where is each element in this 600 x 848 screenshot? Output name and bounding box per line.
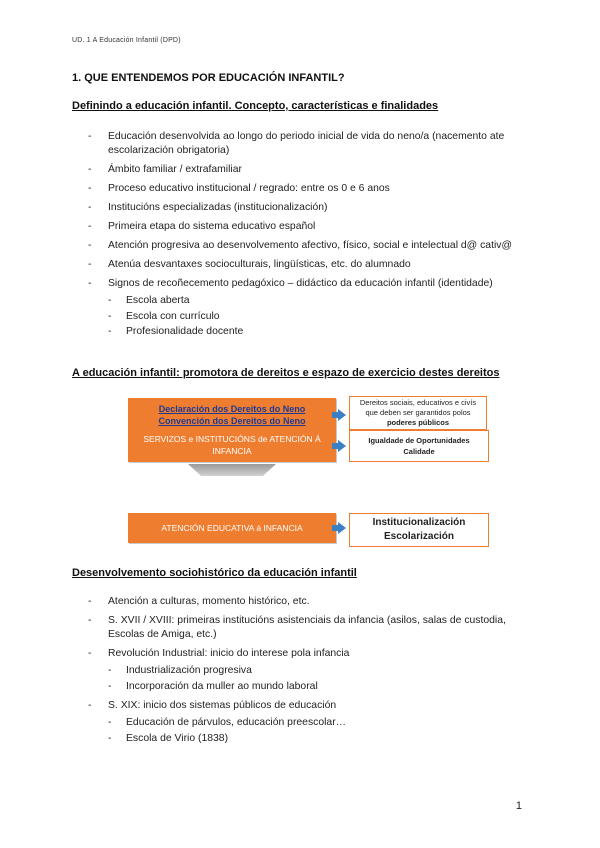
diagram-equality-line2: Calidade — [403, 447, 435, 456]
list-item — [88, 647, 528, 694]
sub-list — [108, 715, 528, 746]
list-item: - Atención a culturas, momento histórico, etc. — [88, 595, 528, 609]
sub-list — [108, 293, 528, 340]
diagram-institution-line1: Institucionalización — [372, 517, 466, 528]
diagram-institution-line2: Escolarización — [383, 531, 455, 542]
section-3-list — [88, 595, 528, 751]
right-arrow-icon — [338, 409, 346, 421]
heading-1: 1. QUE ENTENDEMOS POR EDUCACIÓN INFANTIL? — [72, 72, 345, 84]
list-item: - Proceso educativo institucional / regrado: entre os 0 e 6 anos — [88, 182, 528, 196]
document-header: UD. 1 A Educación Infantil (DPD) — [72, 37, 181, 44]
diagram-rights-text: Dereitos sociais, educativos e civís que deben ser garantidos polos — [359, 398, 477, 417]
list-item: - Ámbito familiar / extrafamiliar — [88, 163, 528, 177]
diagram-equality-line1: Igualdade de Oportunidades — [368, 436, 470, 445]
sub-list-item: - Industrialización progresiva — [108, 663, 528, 679]
right-arrow-icon — [338, 440, 346, 452]
sub-list — [108, 663, 528, 694]
page-number: 1 — [515, 800, 522, 812]
diagram-box-services-text: SERVIZOS e INSTITUCIÓNS de ATENCIÓN Á INFANCIA — [143, 434, 321, 456]
list-item: - Atenúa desvantaxes socioculturais, lingüísticas, etc. do alumnado — [88, 258, 528, 272]
diagram-equality-box — [349, 430, 489, 462]
section-3-title: Desenvolvemento sociohistórico da educación infantil — [72, 567, 357, 579]
section-1-title: Definindo a educación infantil. Concepto, características e finalidades — [72, 100, 439, 112]
list-item-text: Signos de recoñecemento pedagóxico – didáctico da educación infantil (identidade) — [108, 278, 493, 289]
list-item-text: Revolución Industrial: inicio do interese pola infancia — [108, 648, 350, 659]
list-item: - S. XVII / XVIII: primeiras institucións asistenciais da infancia (asilos, salas de custodia, Escolas de Amiga, etc.) — [88, 614, 528, 642]
diagram-box-attention — [128, 513, 336, 543]
diagram-box-services — [128, 428, 336, 462]
sub-list-item: - Escola de Virio (1838) — [108, 731, 528, 747]
diagram-box-attention-text: ATENCIÓN EDUCATIVA á INFANCIA — [161, 523, 303, 533]
sub-list-item: - Incorporación da muller ao mundo laboral — [108, 679, 528, 695]
right-arrow-icon — [338, 522, 346, 534]
diagram-box-declaration — [128, 398, 336, 432]
list-item-text: S. XIX: inicio dos sistemas públicos de educación — [108, 700, 337, 711]
diagram-institution-box — [349, 513, 489, 547]
diagram-box-declaration-line2: Convención dos Dereitos do Neno — [158, 416, 306, 426]
list-item: - Educación desenvolvida ao longo do periodo inicial de vida do neno/a (nacemento ate escolarización obrigatoria) — [88, 130, 528, 158]
sub-list-item: - Escola con currículo — [108, 309, 528, 325]
list-item — [88, 277, 528, 340]
sub-list-item: - Profesionalidade docente — [108, 324, 528, 340]
list-item: - Primeira etapa do sistema educativo español — [88, 220, 528, 234]
section-1-list — [88, 130, 528, 345]
list-item — [88, 699, 528, 746]
sub-list-item: - Educación de párvulos, educación preescolar… — [108, 715, 528, 731]
diagram-box-declaration-line1: Declaración dos Dereitos do Neno — [158, 404, 306, 414]
list-item: - Atención progresiva ao desenvolvemento afectivo, físico, social e intelectual d@ cativ@ — [88, 239, 528, 253]
down-arrow-icon — [188, 464, 276, 476]
diagram-rights-box — [349, 396, 487, 430]
section-2-title: A educación infantil: promotora de dereitos e espazo de exercicio destes dereitos — [72, 367, 500, 379]
diagram-rights-bold: poderes públicos — [386, 418, 450, 427]
list-item: - Institucións especializadas (institucionalización) — [88, 201, 528, 215]
sub-list-item: - Escola aberta — [108, 293, 528, 309]
